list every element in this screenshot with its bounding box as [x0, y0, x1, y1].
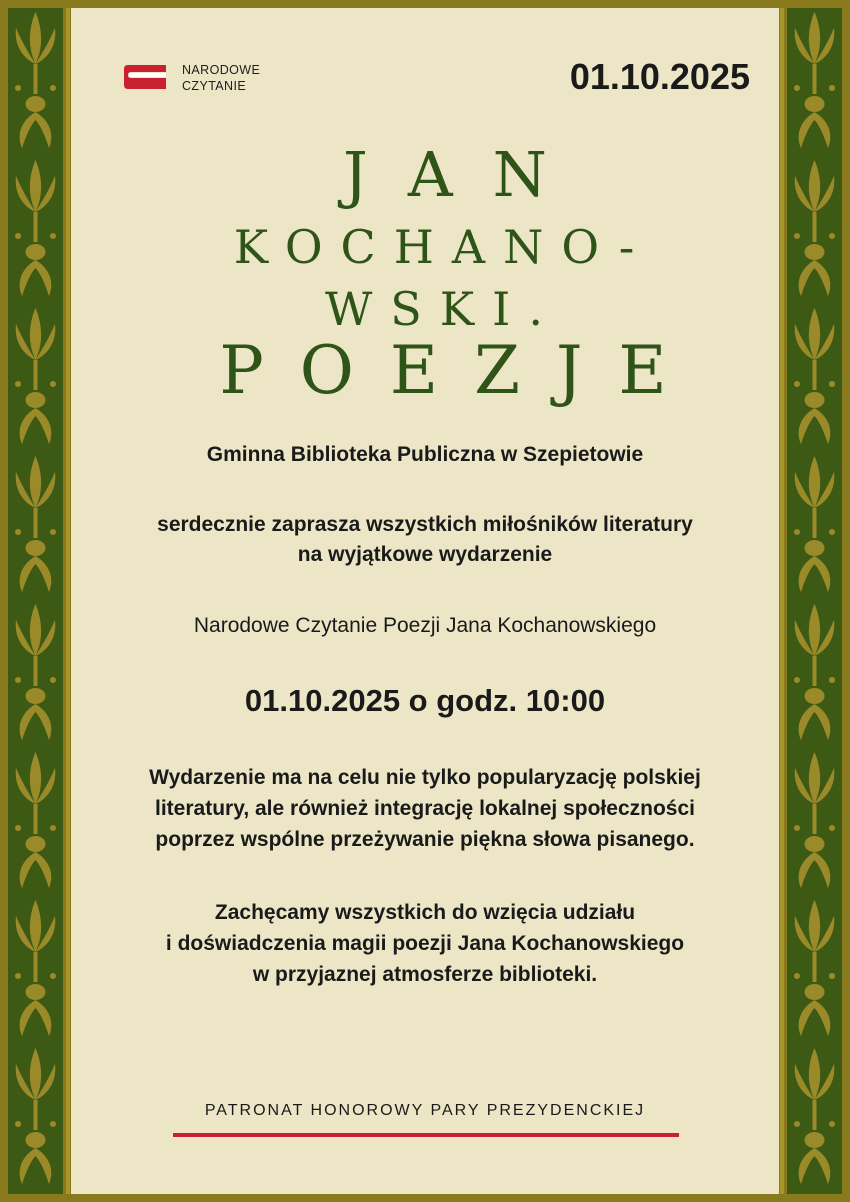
header-date: 01.10.2025 [569, 56, 750, 97]
invitation-line-1: serdecznie zaprasza wszystkich miłośników literatury [157, 513, 693, 536]
title-line-4: POEZJE [219, 332, 703, 409]
encouragement-line-3: w przyjaznej atmosferze biblioteki. [252, 963, 598, 986]
invitation-text [91, 510, 759, 570]
patronage-underline [173, 1133, 679, 1137]
ornament-border-left [8, 8, 63, 1194]
title-line-1: JAN [343, 138, 587, 211]
title-line-2: KOCHANO- [233, 220, 653, 274]
encouragement-line-1: Zachęcamy wszystkich do wzięcia udziału [214, 901, 636, 924]
event-datetime: 01.10.2025 o godz. 10:00 [244, 683, 606, 718]
library-name: Gminna Biblioteka Publiczna w Szepietowie [206, 443, 644, 466]
patronage-text: PATRONAT HONOROWY PARY PREZYDENCKIEJ [204, 1102, 646, 1119]
logo-line-1: NARODOWE [182, 63, 261, 77]
border-edge-left [66, 8, 70, 1194]
description-line-1: Wydarzenie ma na celu nie tylko popularyzację polskiej [149, 766, 701, 789]
event-name: Narodowe Czytanie Poezji Jana Kochanowskiego [193, 614, 657, 637]
event-description [91, 762, 759, 855]
invitation-line-2: na wyjątkowe wydarzenie [297, 543, 553, 566]
narodowe-czytanie-logo [122, 62, 292, 94]
title-line-3: WSKI. [325, 282, 561, 336]
description-line-2: literatury, ale również integrację lokalnej społeczności [155, 797, 695, 820]
logo-line-2: CZYTANIE [182, 79, 247, 93]
book-icon [122, 63, 170, 93]
encouragement-text [91, 897, 759, 990]
description-line-3: poprzez wspólne przeżywanie piękna słowa pisanego. [155, 828, 695, 851]
encouragement-line-2: i doświadczenia magii poezji Jana Kochanowskiego [165, 932, 685, 955]
tulip-ornament-left [8, 8, 63, 1194]
